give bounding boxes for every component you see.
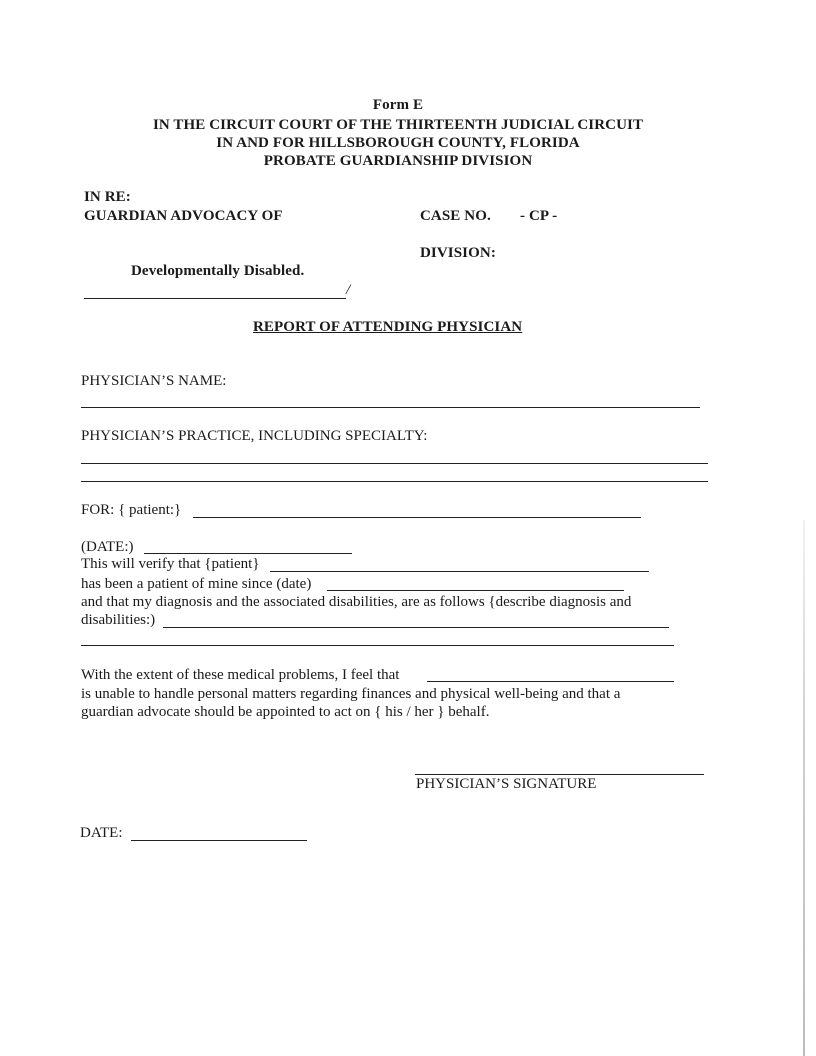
case-no-label: CASE NO. [420,208,491,224]
diagnosis-line-2[interactable] [81,645,674,646]
unable-text: is unable to handle personal matters regarding finances and physical well-being and that a [81,686,621,702]
practice-line-1[interactable] [81,463,708,464]
physician-signature-label: PHYSICIAN’S SIGNATURE [416,776,597,792]
diagnosis-line-1[interactable] [163,627,669,628]
ward-name-line[interactable] [84,298,346,299]
scan-edge [803,520,805,1056]
patient-since-text: has been a patient of mine since (date) [81,576,312,592]
patient-name-line[interactable] [193,517,641,518]
physician-signature-line[interactable] [415,774,704,775]
county-heading: IN AND FOR HILLSBOROUGH COUNTY, FLORIDA [216,135,580,151]
for-patient-label: FOR: { patient:} [81,502,182,518]
guardian-advocate-text: guardian advocate should be appointed to act on { his / her } behalf. [81,704,490,720]
diagnosis-text-1: and that my diagnosis and the associated disabilities, are as follows {describe diagnosis and [81,594,632,610]
caption-slash: / [346,282,351,298]
case-no-value: - CP - [520,208,558,224]
document-title: REPORT OF ATTENDING PHYSICIAN [253,319,523,335]
verify-text: This will verify that {patient} [81,556,260,572]
guardian-advocacy-label: GUARDIAN ADVOCACY OF [84,208,283,224]
diagnosis-text-2: disabilities:) [81,612,156,628]
date-label: (DATE:) [81,539,134,555]
patient-since-date-line[interactable] [327,590,624,591]
extent-patient-line[interactable] [427,681,674,682]
court-heading: IN THE CIRCUIT COURT OF THE THIRTEENTH JUDICIAL CIRCUIT [152,117,644,133]
developmentally-disabled-label: Developmentally Disabled. [131,263,305,279]
extent-text: With the extent of these medical problems, I feel that [81,667,400,683]
physician-practice-label: PHYSICIAN’S PRACTICE, INCLUDING SPECIALTY: [81,428,428,444]
footer-date-line[interactable] [131,840,307,841]
practice-line-2[interactable] [81,481,708,482]
footer-date-label: DATE: [80,825,123,841]
in-re-label: IN RE: [84,189,131,205]
physician-name-label: PHYSICIAN’S NAME: [81,373,227,389]
division-heading: PROBATE GUARDIANSHIP DIVISION [263,153,533,169]
division-label: DIVISION: [420,245,496,261]
date-line[interactable] [144,553,352,554]
verify-patient-line[interactable] [270,571,649,572]
form-label: Form E [372,97,424,113]
physician-name-line[interactable] [81,407,700,408]
